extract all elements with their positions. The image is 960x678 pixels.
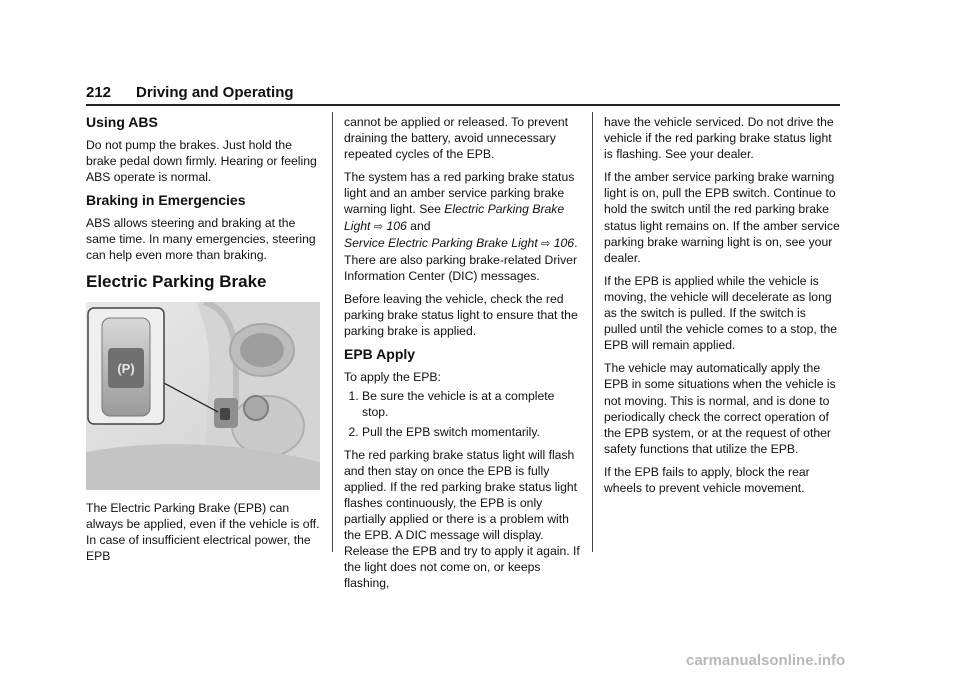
epb-lights-text: The system has a red parking brake status light and an amber service parking brake warning light. See Electric Parking Brake Light ⇨ 106 and Service Electric Parking Brake Light ⇨ 106. There are also parking brake-related Driver Information Center (DIC) messages.	[344, 170, 578, 283]
parking-brake-icon: (P)	[117, 360, 135, 376]
epb-fail-text: If the EPB fails to apply, block the rear wheels to prevent vehicle movement.	[604, 464, 810, 495]
list-item: 1. Be sure the vehicle is at a complete stop.	[362, 388, 580, 420]
column-divider-1	[332, 112, 333, 552]
page-header	[86, 84, 840, 106]
page-number: 212	[86, 84, 112, 101]
epb-battery-text: cannot be applied or released. To prevent draining the battery, avoid unnecessary repeated cycles of the EPB.	[344, 115, 569, 162]
epb-light-link[interactable]: Electric Parking Brake Light	[344, 202, 565, 233]
epb-apply-steps	[344, 388, 580, 439]
epb-automatic-text: The vehicle may automatically apply the EPB in some situations when the vehicle is not moving. This is normal, and is done to periodically check the correct operation of the EPB system, or at the request of other safety functions that utilize the EPB.	[604, 361, 836, 456]
epb-check-text: Before leaving the vehicle, check the red parking brake status light to ensure that the parking brake is applied.	[344, 291, 578, 339]
column-1	[86, 114, 320, 571]
list-item: 2. Pull the EPB switch momentarily.	[362, 424, 580, 440]
epb-apply-heading: EPB Apply	[344, 346, 416, 363]
epb-service-text: have the vehicle serviced. Do not drive the vehicle if the red parking brake status light is flashing. See your dealer.	[604, 115, 834, 162]
service-epb-light-page-ref[interactable]: 106	[553, 235, 575, 250]
watermark: carmanualsonline.info	[686, 652, 846, 669]
column-divider-2	[592, 112, 593, 552]
page-ref-arrow-icon: ⇨	[541, 237, 551, 250]
braking-emergencies-heading: Braking in Emergencies	[86, 192, 246, 209]
epb-light-page-ref[interactable]: 106	[386, 218, 407, 233]
using-abs-heading: Using ABS	[86, 114, 158, 130]
epb-status-light-text: The red parking brake status light will flash and then stay on once the EPB is fully applied. If the red parking brake status light flashes continuously, the EPB is only partially applied or there is a problem with the EPB. A DIC message will display. Release the EPB and try to apply it again. If the light does not come on, or keeps flashing,	[344, 447, 580, 591]
column-2	[344, 114, 580, 598]
section-title: Driving and Operating	[136, 84, 294, 101]
epb-switch-photo	[86, 302, 320, 490]
header-rule	[86, 104, 840, 106]
epb-apply-intro: To apply the EPB:	[344, 370, 441, 385]
using-abs-text: Do not pump the brakes. Just hold the brake pedal down firmly. Hearing or feeling ABS operate is normal.	[86, 138, 317, 185]
epb-intro-text: The Electric Parking Brake (EPB) can always be applied, even if the vehicle is off. In case of insufficient electrical power, the EPB	[86, 500, 320, 563]
amber-warning-text: If the amber service parking brake warning light is on, pull the EPB switch. Continue to hold the switch until the red parking brake status light remains on. If the amber service parking brake warning light is on, see your dealer.	[604, 170, 840, 265]
page-ref-arrow-icon: ⇨	[373, 220, 384, 233]
braking-emergencies-text: ABS allows steering and braking at the same time. In many emergencies, steering can help even more than braking.	[86, 216, 316, 263]
column-3	[604, 114, 840, 503]
service-epb-light-link[interactable]: Service Electric Parking Brake Light	[344, 235, 538, 250]
epb-heading: Electric Parking Brake	[86, 271, 267, 291]
epb-moving-text: If the EPB is applied while the vehicle is moving, the vehicle will decelerate as long as the switch is pulled. If the switch is pulled until the vehicle comes to a stop, the EPB will remain applied.	[604, 273, 838, 353]
